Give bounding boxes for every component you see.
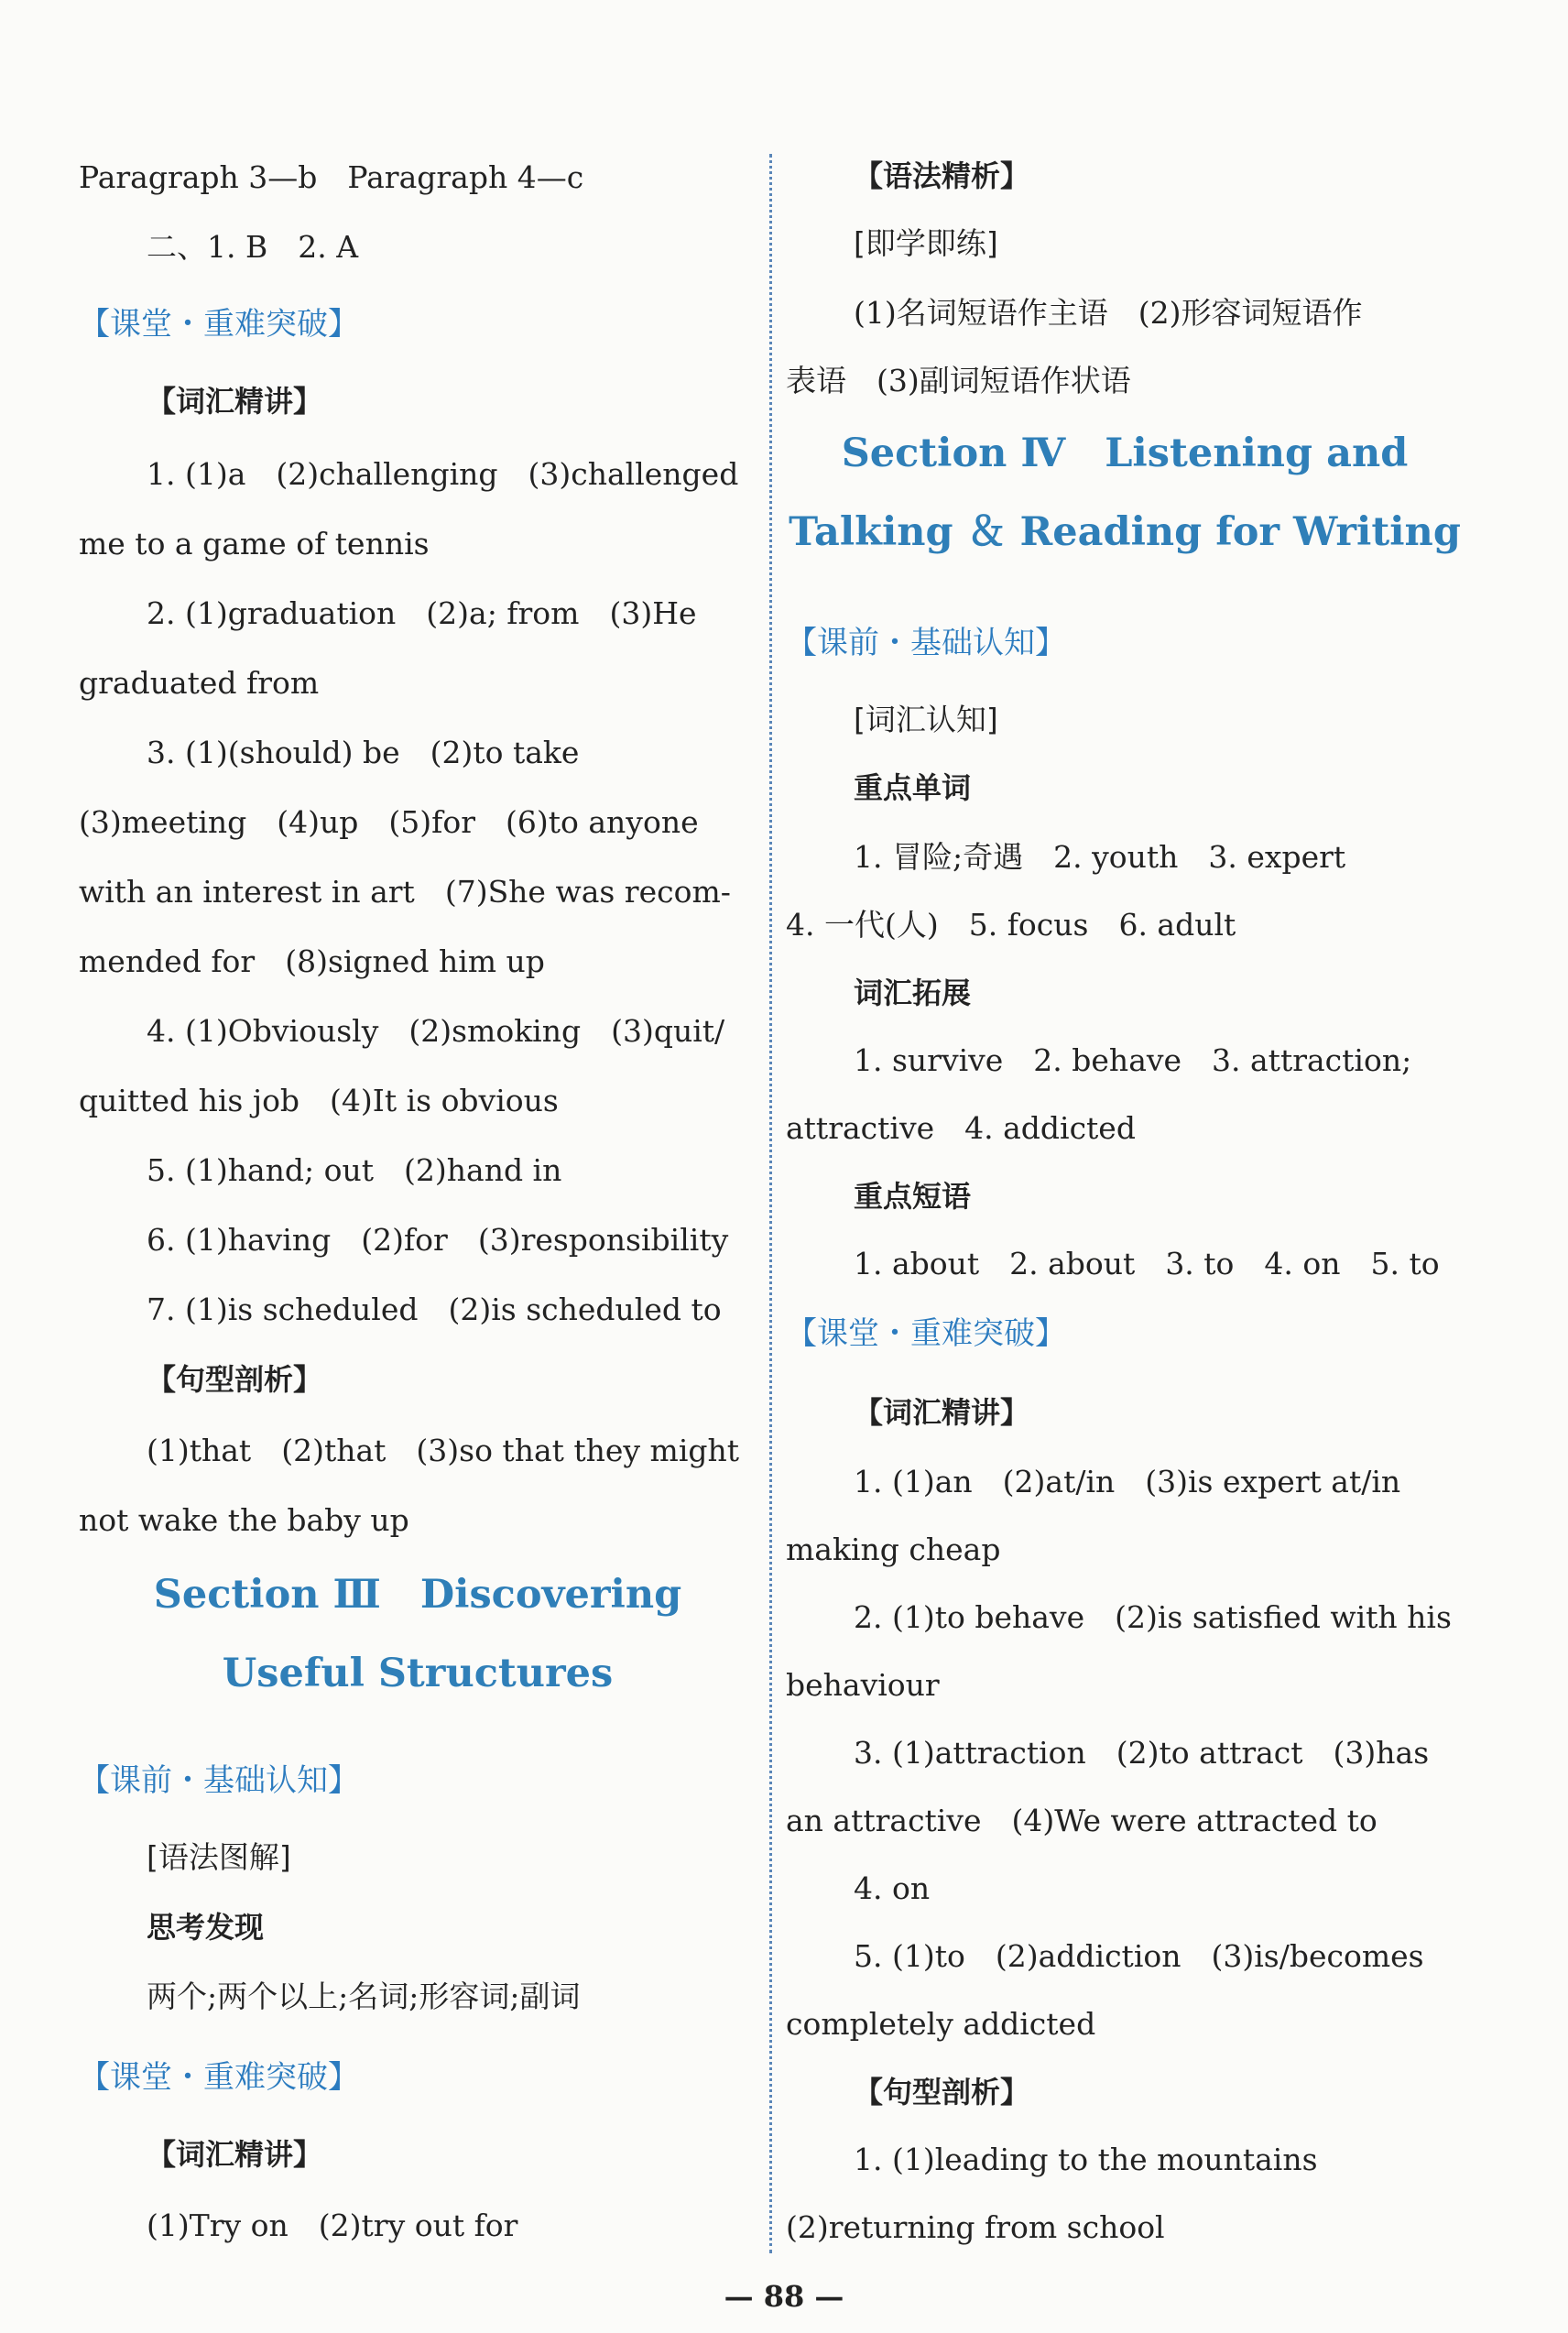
subsection-header: [词汇认知] xyxy=(854,702,998,737)
answer-line: 3. (1)attraction (2)to attract (3)has xyxy=(854,1735,1430,1771)
answer-line: 6. (1)having (2)for (3)responsibility xyxy=(147,1222,729,1258)
answer-line: 两个;两个以上;名词;形容词;副词 xyxy=(147,1979,581,2014)
subsection-header: 【句型剖析】 xyxy=(147,1362,323,1397)
answer-line: 4. 一代(人) 5. focus 6. adult xyxy=(786,907,1236,943)
answer-line: 2. (1)to behave (2)is satisfied with his xyxy=(854,1599,1452,1635)
answer-line: 4. (1)Obviously (2)smoking (3)quit/ xyxy=(147,1013,725,1049)
subsection-header: 重点单词 xyxy=(854,770,972,805)
subsection-header: 【词汇精讲】 xyxy=(147,2137,323,2172)
answer-line: 2. (1)graduation (2)a; from (3)He xyxy=(147,595,697,631)
answer-line: 5. (1)to (2)addiction (3)is/becomes xyxy=(854,1938,1424,1974)
answer-line: making cheap xyxy=(786,1532,1001,1567)
answer-line: quitted his job (4)It is obvious xyxy=(79,1083,559,1118)
answer-line: 二、1. B 2. A xyxy=(147,229,359,265)
subsection-header: 【词汇精讲】 xyxy=(854,1395,1030,1430)
section-header: 【课堂・重难突破】 xyxy=(786,1315,1066,1352)
answer-line: 1. about 2. about 3. to 4. on 5. to xyxy=(854,1246,1440,1281)
answer-line: completely addicted xyxy=(786,2006,1096,2042)
answer-line: 4. on xyxy=(854,1870,931,1906)
answer-line: attractive 4. addicted xyxy=(786,1110,1136,1146)
answer-line: (1)that (2)that (3)so that they might xyxy=(147,1433,740,1468)
section-title: Section Ⅳ Listening and xyxy=(841,431,1409,476)
section-header: 【课堂・重难突破】 xyxy=(79,306,359,343)
section-title: Talking ＆ Reading for Writing xyxy=(789,509,1461,555)
subsection-header: 【句型剖析】 xyxy=(854,2075,1030,2110)
answer-line: 1. (1)an (2)at/in (3)is expert at/in xyxy=(854,1464,1401,1499)
subsection-header: 重点短语 xyxy=(854,1179,972,1214)
answer-line: 1. 冒险;奇遇 2. youth 3. expert xyxy=(854,839,1346,875)
answer-line: not wake the baby up xyxy=(79,1502,409,1538)
answer-line: 1. (1)a (2)challenging (3)challenged xyxy=(147,456,739,492)
answer-line: me to a game of tennis xyxy=(79,526,430,561)
section-title: Useful Structures xyxy=(222,1651,614,1696)
subsection-header: [语法图解] xyxy=(147,1839,291,1875)
column-divider xyxy=(769,154,772,2253)
subsection-header: [即学即练] xyxy=(854,225,998,261)
section-header: 【课堂・重难突破】 xyxy=(79,2059,359,2096)
answer-line: mended for (8)signed him up xyxy=(79,943,545,979)
subsection-header: 【语法精析】 xyxy=(854,158,1030,193)
answer-line: with an interest in art (7)She was recom- xyxy=(79,874,731,910)
answer-line: 表语 (3)副词短语作状语 xyxy=(786,363,1131,398)
answer-line: 7. (1)is scheduled (2)is scheduled to xyxy=(147,1292,722,1327)
answer-line: 1. (1)leading to the mountains xyxy=(854,2142,1318,2177)
section-header: 【课前・基础认知】 xyxy=(79,1762,359,1799)
answer-line: 5. (1)hand; out (2)hand in xyxy=(147,1152,562,1188)
answer-line: (3)meeting (4)up (5)for (6)to anyone xyxy=(79,804,699,840)
answer-line: an attractive (4)We were attracted to xyxy=(786,1803,1377,1838)
answer-line: 3. (1)(should) be (2)to take xyxy=(147,735,580,770)
answer-line: (1)Try on (2)try out for xyxy=(147,2208,518,2243)
subsection-header: 思考发现 xyxy=(147,1910,265,1945)
answer-line: Paragraph 3—b Paragraph 4—c xyxy=(79,159,584,195)
page-number: — 88 — xyxy=(724,2279,844,2314)
subsection-header: 词汇拓展 xyxy=(854,976,972,1010)
subsection-header: 【词汇精讲】 xyxy=(147,384,323,419)
answer-line: 1. survive 2. behave 3. attraction; xyxy=(854,1042,1412,1078)
answer-line: (2)returning from school xyxy=(786,2209,1165,2245)
answer-line: graduated from xyxy=(79,665,320,701)
section-title: Section Ⅲ Discovering xyxy=(153,1572,682,1618)
answer-line: behaviour xyxy=(786,1667,940,1703)
section-header: 【课前・基础认知】 xyxy=(786,625,1066,661)
answer-line: (1)名词短语作主语 (2)形容词短语作 xyxy=(854,295,1363,331)
